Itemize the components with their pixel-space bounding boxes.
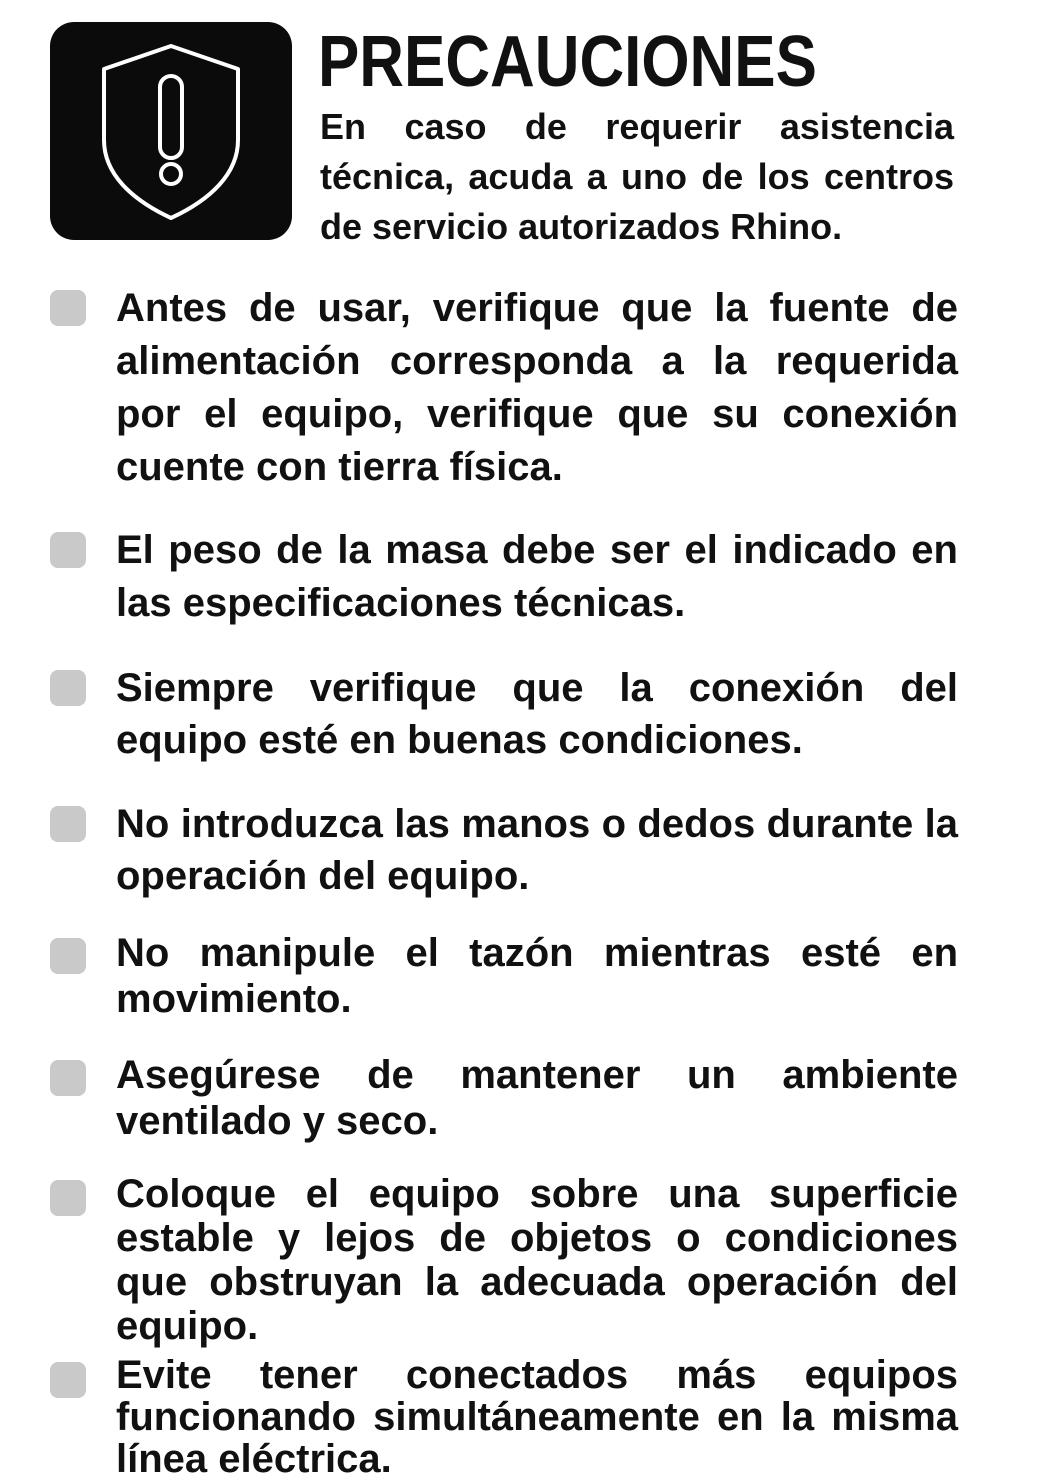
list-item-text: Coloque el equipo sobre una superficie estable y lejos de objetos o condiciones que obstruyan la adecuada operación del equipo. — [116, 1172, 958, 1348]
page-title: PRECAUCIONES — [318, 22, 817, 102]
checkbox-icon — [50, 806, 86, 842]
list-item-text: Siempre verifique que la conexión del equipo esté en buenas condiciones. — [116, 666, 958, 762]
shield-icon-box — [50, 22, 292, 240]
list-item-text: No introduzca las manos o dedos durante la operación del equipo. — [116, 802, 958, 898]
intro-text: En caso de requerir asistencia técnica, acuda a uno de los centros de servicio autorizados Rhino. — [320, 106, 954, 247]
list-item-text: Antes de usar, verifique que la fuente de alimentación corresponda a la requerida por el equipo, verifique que su conexión cuente con tierra física. — [116, 286, 958, 489]
checkbox-icon — [50, 1060, 86, 1096]
list-item-text: Asegúrese de mantener un ambiente ventilado y seco. — [116, 1053, 958, 1143]
shield-exclamation-icon — [50, 22, 292, 240]
checkbox-icon — [50, 532, 86, 568]
header — [50, 22, 958, 247]
list-item-text: El peso de la masa debe ser el indicado en las especificaciones técnicas. — [116, 528, 958, 625]
checkbox-icon — [50, 1362, 86, 1398]
list-item-text: Evite tener conectados más equipos funcionando simultáneamente en la misma línea eléctrica. — [116, 1353, 958, 1481]
list-item-text: No manipule el tazón mientras esté en movimiento. — [116, 931, 958, 1021]
checkbox-icon — [50, 670, 86, 706]
checkbox-icon — [50, 1180, 86, 1216]
checkbox-icon — [50, 938, 86, 974]
checkbox-icon — [50, 290, 86, 326]
